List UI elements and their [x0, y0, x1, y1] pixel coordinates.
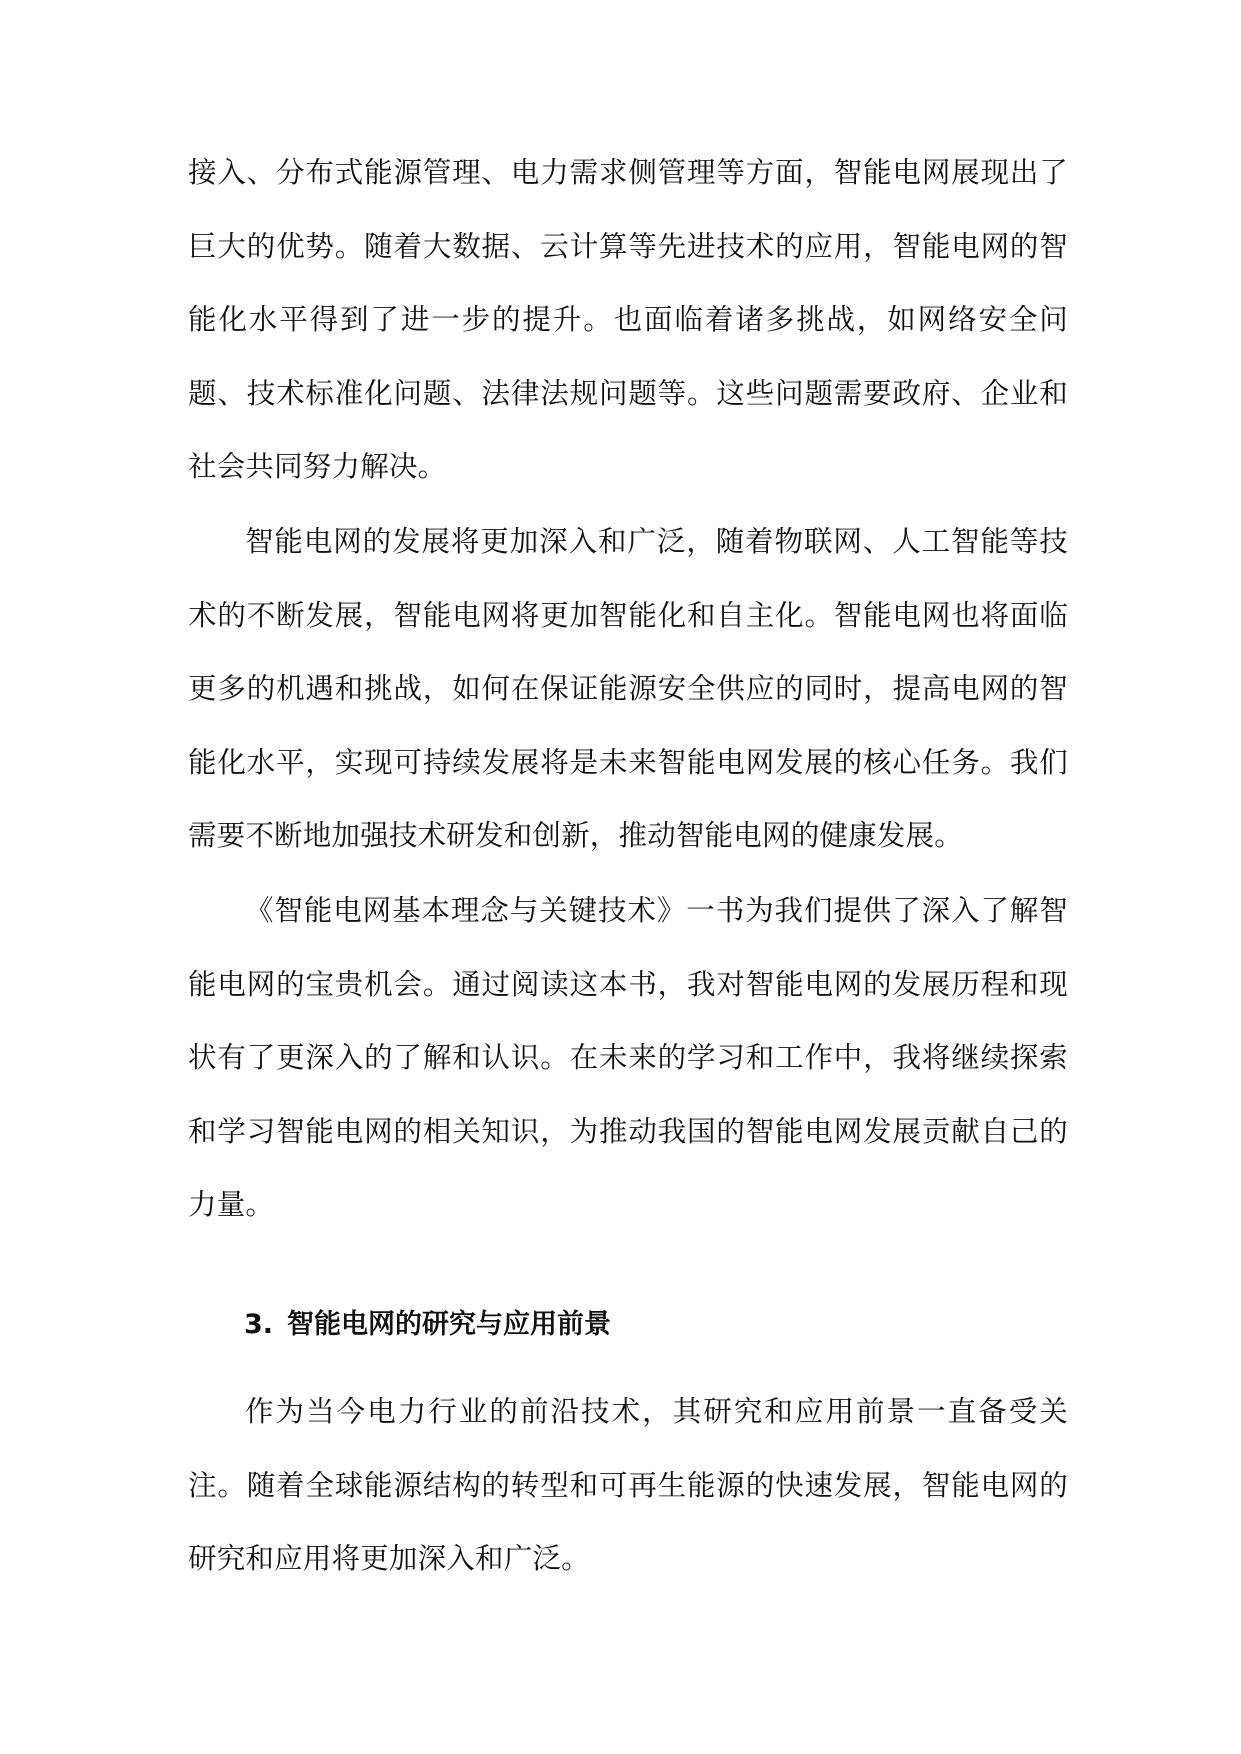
section-paragraph-1-text: 作为当今电力行业的前沿技术，其研究和应用前景一直备受关注。随着全球能源结构的转型和可再生能源的快速发展，智能电网的研究和应用将更加深入和广泛。: [188, 1395, 1068, 1575]
section-heading: [244, 1305, 1044, 1345]
section-paragraph-1: [188, 1375, 1068, 1596]
body-paragraph-2: [188, 505, 1068, 873]
paragraph-3-text: 《智能电网基本理念与关键技术》一书为我们提供了深入了解智能电网的宝贵机会。通过阅读这本书，我对智能电网的发展历程和现状有了更深入的了解和认识。在未来的学习和工作中，我将继续探索和学习智能电网的相关知识，为推动我国的智能电网发展贡献自己的力量。: [188, 894, 1068, 1221]
paragraph-1-text: 接入、分布式能源管理、电力需求侧管理等方面，智能电网展现出了巨大的优势。随着大数据、云计算等先进技术的应用，智能电网的智能化水平得到了进一步的提升。也面临着诸多挑战，如网络安全问题、技术标准化问题、法律法规问题等。这些问题需要政府、企业和社会共同努力解决。: [188, 156, 1068, 483]
section-number: 3.: [244, 1309, 274, 1340]
body-paragraph-continuation: [188, 136, 1068, 504]
section-title: 智能电网的研究与应用前景: [287, 1309, 612, 1340]
body-paragraph-3: [188, 874, 1068, 1242]
paragraph-2-text: 智能电网的发展将更加深入和广泛，随着物联网、人工智能等技术的不断发展，智能电网将更加智能化和自主化。智能电网也将面临更多的机遇和挑战，如何在保证能源安全供应的同时，提高电网的智能化水平，实现可持续发展将是未来智能电网发展的核心任务。我们需要不断地加强技术研发和创新，推动智能电网的健康发展。: [188, 525, 1068, 852]
